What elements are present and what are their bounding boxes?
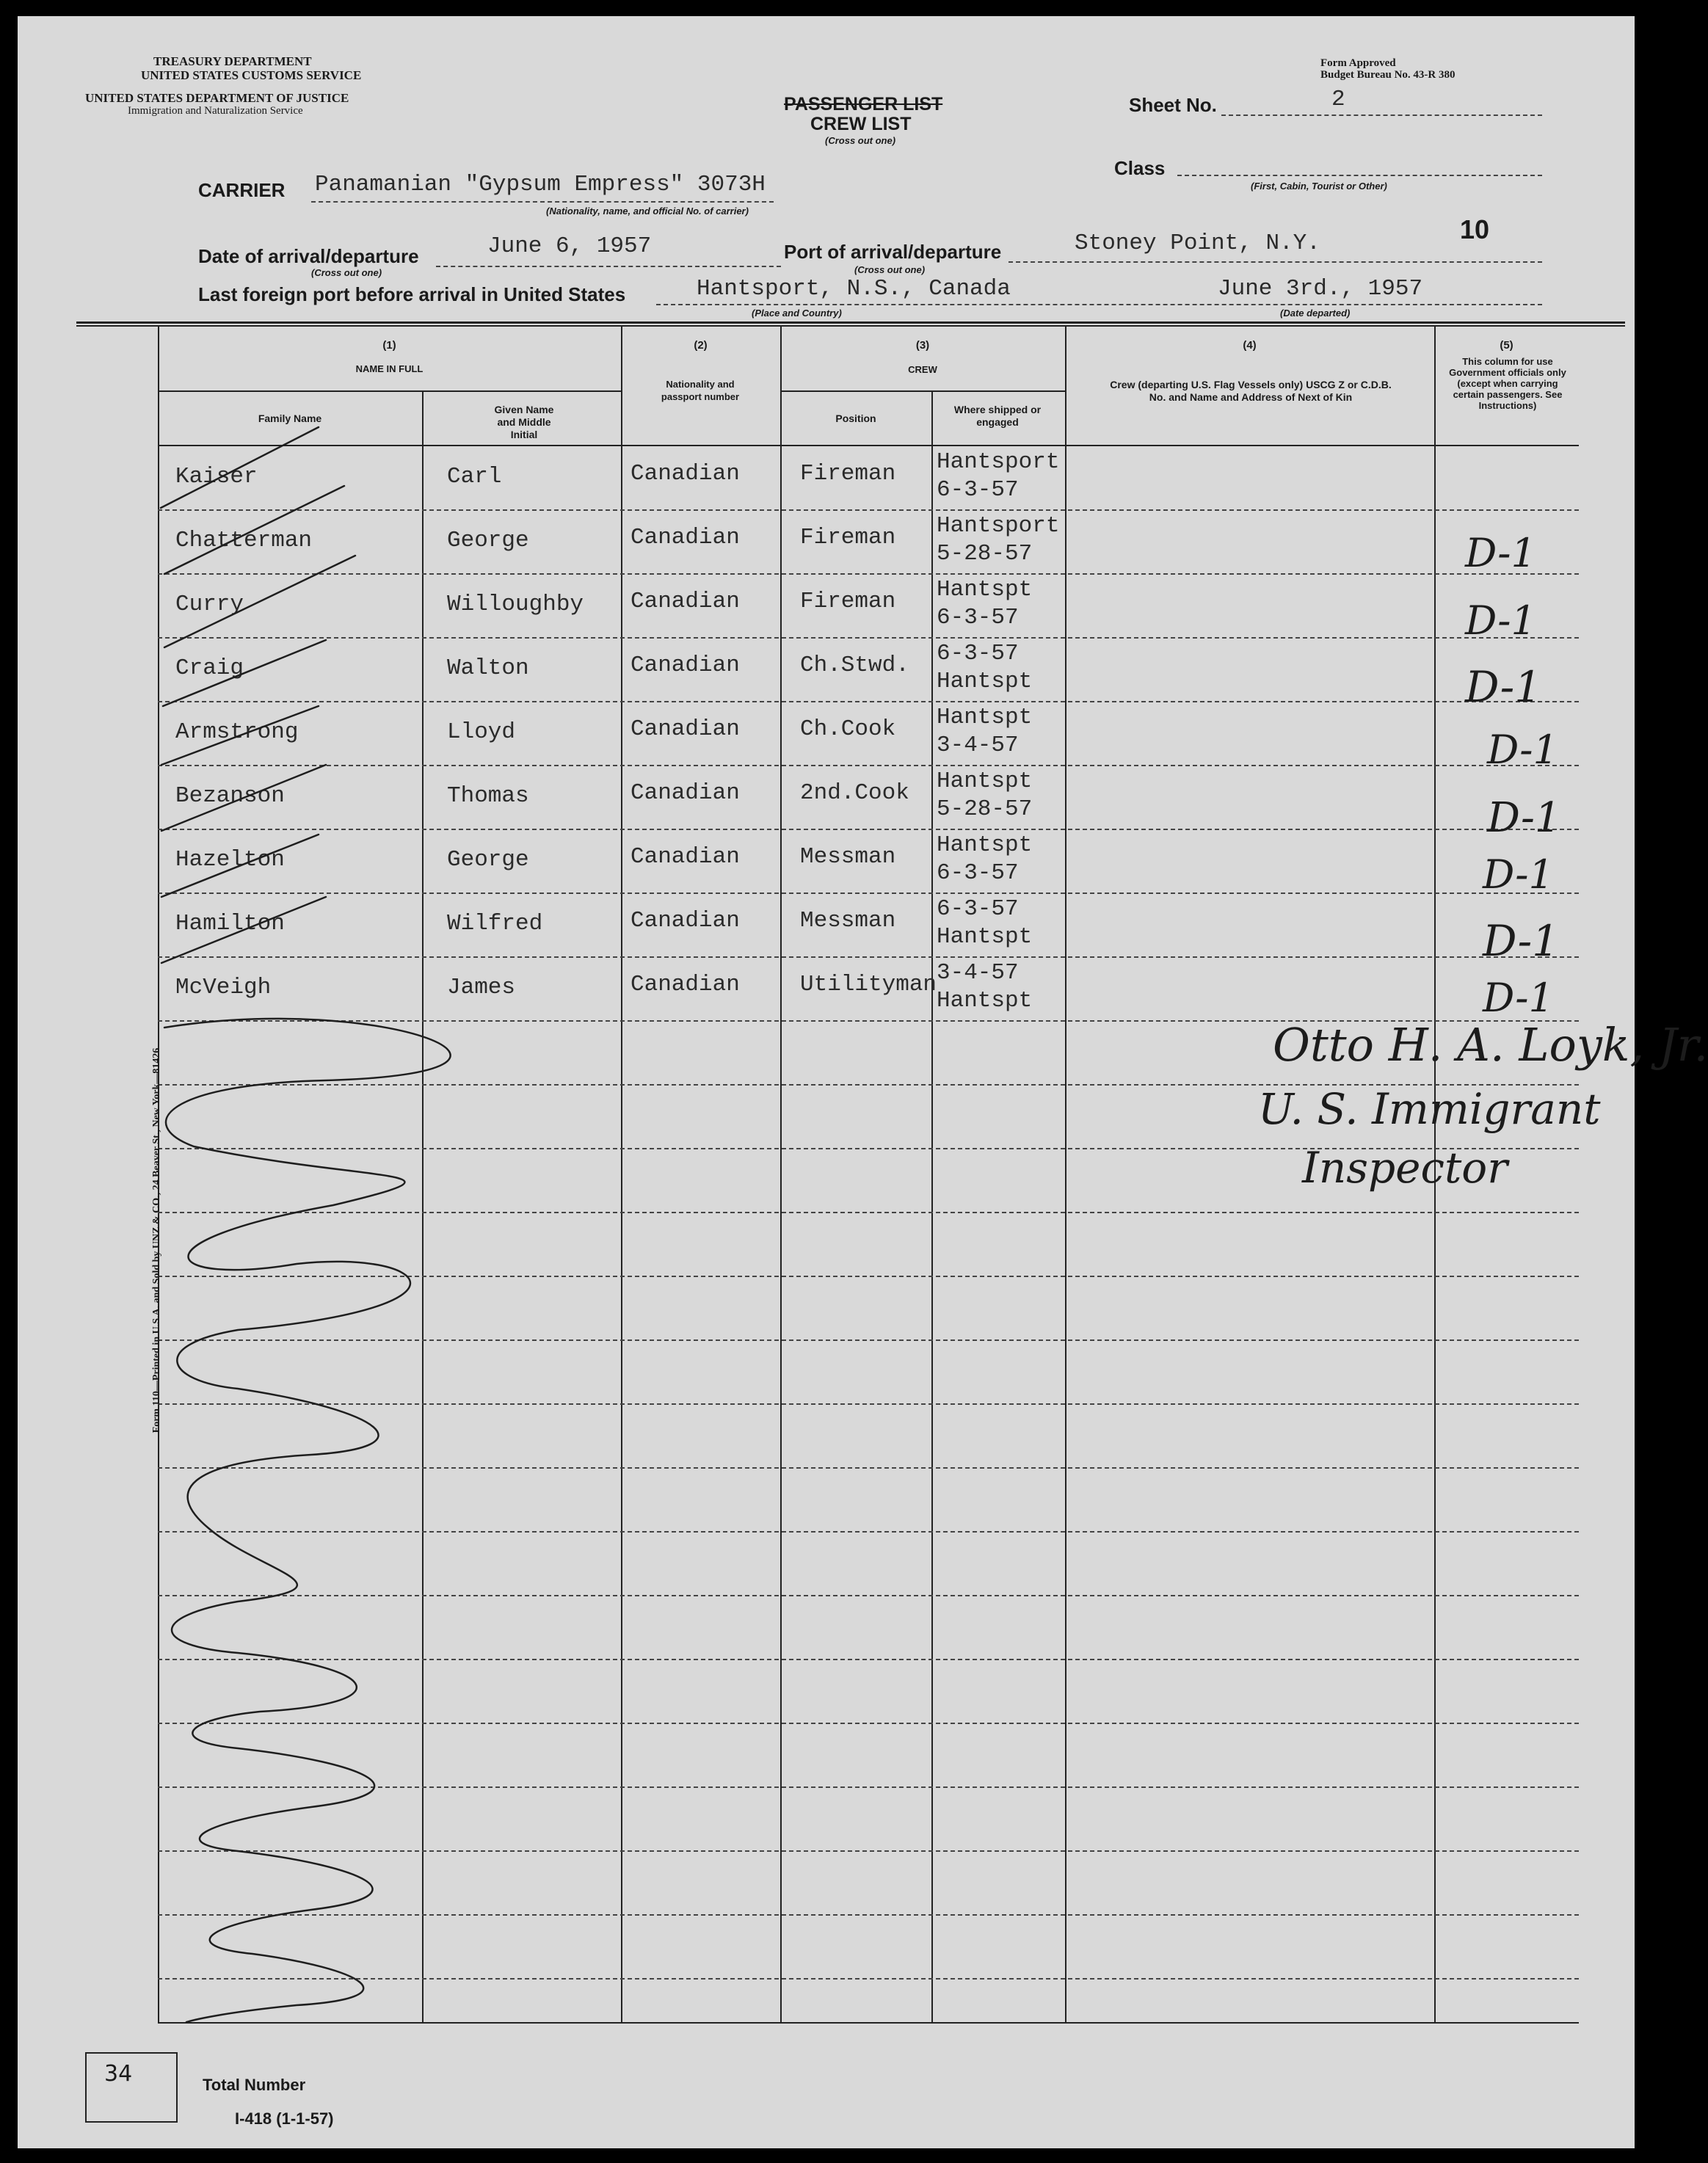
- family-name: Curry: [175, 592, 244, 617]
- col3-number: (3): [915, 339, 930, 352]
- given-name: James: [447, 975, 516, 1000]
- printer-side-note: Form 110—Printed in U.S.A. and Sold by UNZ & CO., 24 Beaver St., New York—81426: [151, 1047, 162, 1433]
- official-mark: D-1: [1465, 597, 1536, 644]
- col2-title: Nationality and passport number: [661, 379, 740, 402]
- signature-title-2: Inspector: [1302, 1143, 1508, 1193]
- signature-title-1: U. S. Immigrant: [1258, 1084, 1601, 1134]
- col5-number: (5): [1500, 339, 1513, 352]
- foreign-port-note: (Place and Country): [752, 308, 842, 319]
- shipped-line1: Hantsport: [937, 449, 1060, 475]
- agency-customs: UNITED STATES CUSTOMS SERVICE: [141, 68, 362, 82]
- form-code: I-418 (1-1-57): [235, 2109, 334, 2128]
- shipped-line1: 3-4-57: [937, 960, 1019, 986]
- nationality: Canadian: [630, 589, 740, 614]
- sheet-value: 2: [1331, 87, 1345, 112]
- shipped-line1: Hantspt: [937, 705, 1033, 730]
- family-name: Armstrong: [175, 719, 299, 745]
- col1-title: NAME IN FULL: [355, 363, 424, 374]
- position: Messman: [800, 908, 896, 934]
- departed-date-note: (Date departed): [1280, 308, 1351, 319]
- given-name: Walton: [447, 655, 529, 681]
- strike-mark: [164, 486, 344, 574]
- official-mark: D-1: [1487, 794, 1561, 842]
- given-name: Thomas: [447, 783, 529, 809]
- shipped-line2: Hantspt: [937, 924, 1033, 950]
- sheet-label: Sheet No.: [1129, 94, 1217, 116]
- given-name: Carl: [447, 464, 502, 490]
- foreign-port-label: Last foreign port before arrival in United States: [198, 283, 626, 305]
- title-passenger-list: PASSENGER LIST: [784, 94, 943, 114]
- port-arrival-value: Stoney Point, N.Y.: [1075, 230, 1320, 256]
- shipped-line1: Hantspt: [937, 577, 1033, 603]
- class-label: Class: [1114, 157, 1166, 179]
- given-name: George: [447, 847, 529, 873]
- agency-justice: UNITED STATES DEPARTMENT OF JUSTICE: [85, 91, 349, 105]
- family-name: Craig: [175, 655, 244, 681]
- foreign-port-value: Hantsport, N.S., Canada: [697, 276, 1011, 302]
- col1-number: (1): [382, 339, 396, 352]
- family-name: Bezanson: [175, 783, 285, 809]
- nationality: Canadian: [630, 844, 740, 870]
- total-number-value: 34: [104, 2061, 133, 2087]
- shipped-line1: Hantspt: [937, 832, 1033, 858]
- page-number: 10: [1460, 214, 1490, 244]
- total-number-label: Total Number: [203, 2076, 306, 2094]
- date-arrival-label: Date of arrival/departure: [198, 245, 419, 267]
- shipped-line2: Hantspt: [937, 988, 1033, 1014]
- nationality: Canadian: [630, 780, 740, 806]
- official-mark: D-1: [1465, 662, 1542, 712]
- shipped-line2: 3-4-57: [937, 732, 1019, 758]
- shipped-line2: Hantspt: [937, 669, 1033, 694]
- given-name: George: [447, 528, 529, 553]
- col5-title: This column for use Government officials only (except when carrying certain passengers. See Instructions): [1449, 356, 1566, 411]
- col-family-name: Family Name: [258, 412, 322, 424]
- official-mark: D-1: [1483, 916, 1560, 966]
- position: 2nd.Cook: [800, 780, 909, 806]
- strike-mark: [161, 835, 319, 897]
- date-arrival-note: (Cross out one): [311, 267, 382, 278]
- given-name: Wilfred: [447, 911, 543, 937]
- strike-mark: [164, 556, 355, 647]
- title-crew-list: CREW LIST: [810, 114, 912, 134]
- class-note: (First, Cabin, Tourist or Other): [1251, 181, 1387, 192]
- carrier-note: (Nationality, name, and official No. of carrier): [546, 206, 749, 217]
- departed-date-value: June 3rd., 1957: [1218, 276, 1423, 302]
- title-note: (Cross out one): [825, 135, 896, 146]
- position: Fireman: [800, 461, 896, 487]
- serpentine-line: [164, 1019, 451, 2022]
- col4-number: (4): [1243, 339, 1257, 352]
- strike-mark: [163, 640, 326, 706]
- col-position: Position: [835, 412, 876, 424]
- col-given-name: Given Name and Middle Initial: [494, 404, 554, 440]
- family-name: Chatterman: [175, 528, 313, 553]
- col4-title: Crew (departing U.S. Flag Vessels only) USCG Z or C.D.B. No. and Name and Address of Next of Kin: [1110, 379, 1392, 403]
- position: Ch.Cook: [800, 716, 896, 742]
- col2-number: (2): [694, 339, 708, 352]
- nationality: Canadian: [630, 652, 740, 678]
- col-where-shipped: Where shipped or engaged: [953, 404, 1042, 428]
- shipped-line2: 6-3-57: [937, 477, 1019, 503]
- cancellation-marks: [18, 16, 1635, 2148]
- shipped-line1: 6-3-57: [937, 641, 1019, 666]
- shipped-line2: 5-28-57: [937, 796, 1033, 822]
- official-mark: D-1: [1483, 851, 1554, 898]
- family-name: Hamilton: [175, 911, 285, 937]
- strike-mark: [161, 765, 326, 831]
- date-arrival-value: June 6, 1957: [487, 233, 652, 259]
- port-arrival-label: Port of arrival/departure: [784, 241, 1002, 263]
- shipped-line2: 6-3-57: [937, 860, 1019, 886]
- nationality: Canadian: [630, 972, 740, 997]
- form-approved: Form Approved: [1320, 57, 1396, 69]
- col3-title: CREW: [908, 364, 937, 375]
- nationality: Canadian: [630, 716, 740, 742]
- crew-list-form: [18, 16, 1708, 2148]
- nationality: Canadian: [630, 525, 740, 550]
- budget-bureau: Budget Bureau No. 43-R 380: [1320, 69, 1456, 81]
- shipped-line1: Hantsport: [937, 513, 1060, 539]
- given-name: Willoughby: [447, 592, 584, 617]
- carrier-label: CARRIER: [198, 179, 286, 201]
- family-name: McVeigh: [175, 975, 272, 1000]
- strike-mark: [161, 897, 326, 963]
- position: Fireman: [800, 525, 896, 550]
- nationality: Canadian: [630, 908, 740, 934]
- position: Fireman: [800, 589, 896, 614]
- agency-treasury: TREASURY DEPARTMENT: [153, 54, 312, 68]
- carrier-value: Panamanian "Gypsum Empress" 3073H: [315, 172, 766, 197]
- official-mark: D-1: [1483, 975, 1554, 1021]
- shipped-line2: 5-28-57: [937, 541, 1033, 567]
- family-name: Kaiser: [175, 464, 258, 490]
- official-mark: D-1: [1465, 530, 1536, 576]
- shipped-line1: Hantspt: [937, 768, 1033, 794]
- port-arrival-note: (Cross out one): [854, 264, 926, 275]
- position: Ch.Stwd.: [800, 652, 909, 678]
- given-name: Lloyd: [447, 719, 516, 745]
- shipped-line2: 6-3-57: [937, 605, 1019, 630]
- official-mark: D-1: [1487, 727, 1558, 773]
- shipped-line1: 6-3-57: [937, 896, 1019, 922]
- signature-name: Otto H. A. Loyk, Jr.: [1273, 1018, 1708, 1072]
- strike-mark: [161, 706, 319, 765]
- position: Messman: [800, 844, 896, 870]
- nationality: Canadian: [630, 461, 740, 487]
- agency-ins: Immigration and Naturalization Service: [128, 105, 303, 117]
- position: Utilityman: [800, 972, 937, 997]
- strike-mark: [161, 427, 319, 508]
- family-name: Hazelton: [175, 847, 285, 873]
